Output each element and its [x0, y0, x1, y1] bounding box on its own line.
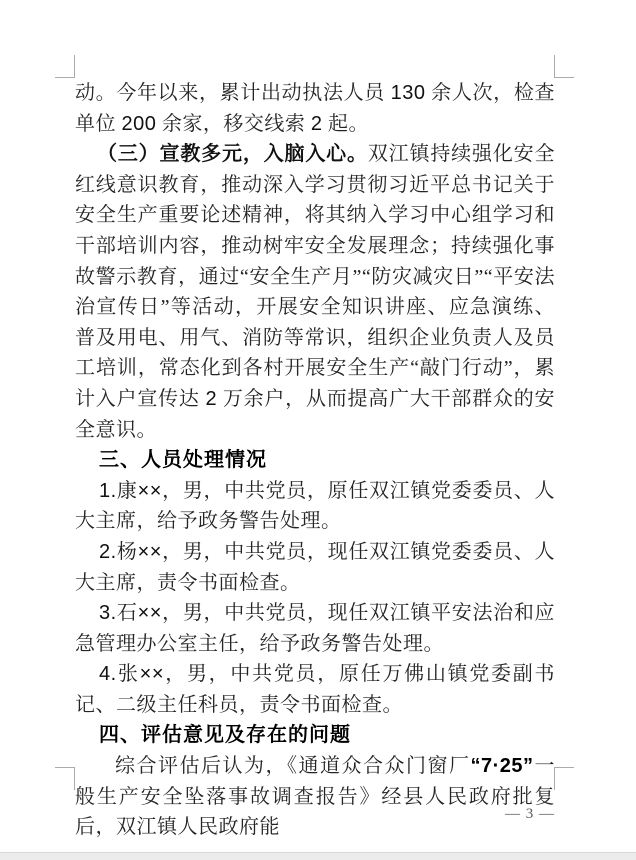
text-run-num: 4.	[99, 663, 117, 686]
text-run-heading: 四、评估意见及存在的问题	[99, 724, 351, 747]
paragraph	[75, 139, 555, 445]
text-run-body: ，男，中共党员，原任双江镇党委委员、人大主席，给予政务警告处理。	[75, 479, 556, 533]
text-run-num: 200	[121, 112, 157, 135]
text-run-numbold: “7·25”	[470, 755, 534, 778]
text-run-body: 动。今年以来，累计出动执法人员	[75, 82, 391, 104]
margin-crop-mark-top-left	[55, 55, 75, 78]
section-heading	[75, 720, 555, 751]
text-run-body: ，男，中共党员，现任双江镇党委委员、人大主席，责令书面检查。	[75, 540, 556, 594]
text-run-body: 杨	[116, 540, 138, 563]
text-run-num: 3.	[99, 602, 117, 625]
text-run-body: 万余户，从而提高广大干部群众的安全意识。	[75, 387, 556, 441]
paragraph	[75, 476, 555, 537]
section-heading	[75, 445, 555, 476]
text-run-num: 2	[310, 112, 323, 135]
paragraph	[75, 598, 555, 659]
text-run-sym: ××	[137, 479, 162, 502]
text-run-body: 综合评估后认为，《通道众合众门窗厂	[115, 755, 471, 778]
margin-crop-mark-top-right	[554, 55, 574, 78]
text-run-body: ，男，中共党员，现任双江镇平安法治和应急管理办公室主任，给予政务警告处理。	[75, 602, 556, 655]
text-run-body: 康	[116, 479, 138, 502]
paragraph	[75, 751, 555, 843]
text-run-sym: ××	[139, 663, 164, 686]
text-run-body: 余人次，检查单位	[75, 82, 556, 135]
text-run-sym: ××	[137, 540, 162, 563]
text-run-num: 130	[390, 82, 426, 104]
paragraph	[75, 78, 555, 139]
text-run-num: 1.	[99, 479, 117, 502]
paragraph	[75, 537, 555, 598]
text-run-body: 双江镇持续强化安全红线意识教育，推动深入学习贯彻习近平总书记关于安全生产重要论述精神，将其纳入学习中心组学习和干部培训内容，推动树牢安全发展理念；持续强化事故警示教育，通过“安全生产月”“防灾减灾日”“平安法治宣传日”等活动，开展安全知识讲座、应急演练、普及用电、用气、消防等常识，组织企业负责人及员工培训，常态化到各村开展安全生产“敲门行动”，累计入户宣传达	[75, 143, 556, 410]
margin-crop-mark-bottom-right	[554, 767, 574, 790]
text-run-body: 石	[116, 602, 138, 625]
text-run-body: 余家，移交线索	[156, 112, 311, 135]
margin-crop-mark-bottom-left	[55, 767, 75, 790]
text-run-num: 2.	[99, 540, 117, 563]
text-run-body: 一般生产安全坠落事故调查报告》经县人民政府批复后，双江镇人民政府能	[75, 755, 556, 839]
text-run-body: ，男，中共党员，原任万佛山镇党委副书记、二级主任科员，责令书面检查。	[75, 663, 556, 716]
text-run-body: 起。	[322, 112, 369, 135]
document-body	[75, 78, 555, 843]
text-run-boldkai: （三）宣教多元，入脑入心。	[97, 143, 368, 166]
text-run-num: 2	[205, 387, 218, 410]
text-run-body: 张	[116, 663, 140, 686]
text-run-heading: 三、人员处理情况	[99, 449, 267, 472]
text-run-sym: ××	[137, 602, 162, 625]
page-bottom-edge	[0, 852, 636, 860]
paragraph	[75, 659, 555, 720]
page-number: — 3 —	[505, 806, 555, 822]
